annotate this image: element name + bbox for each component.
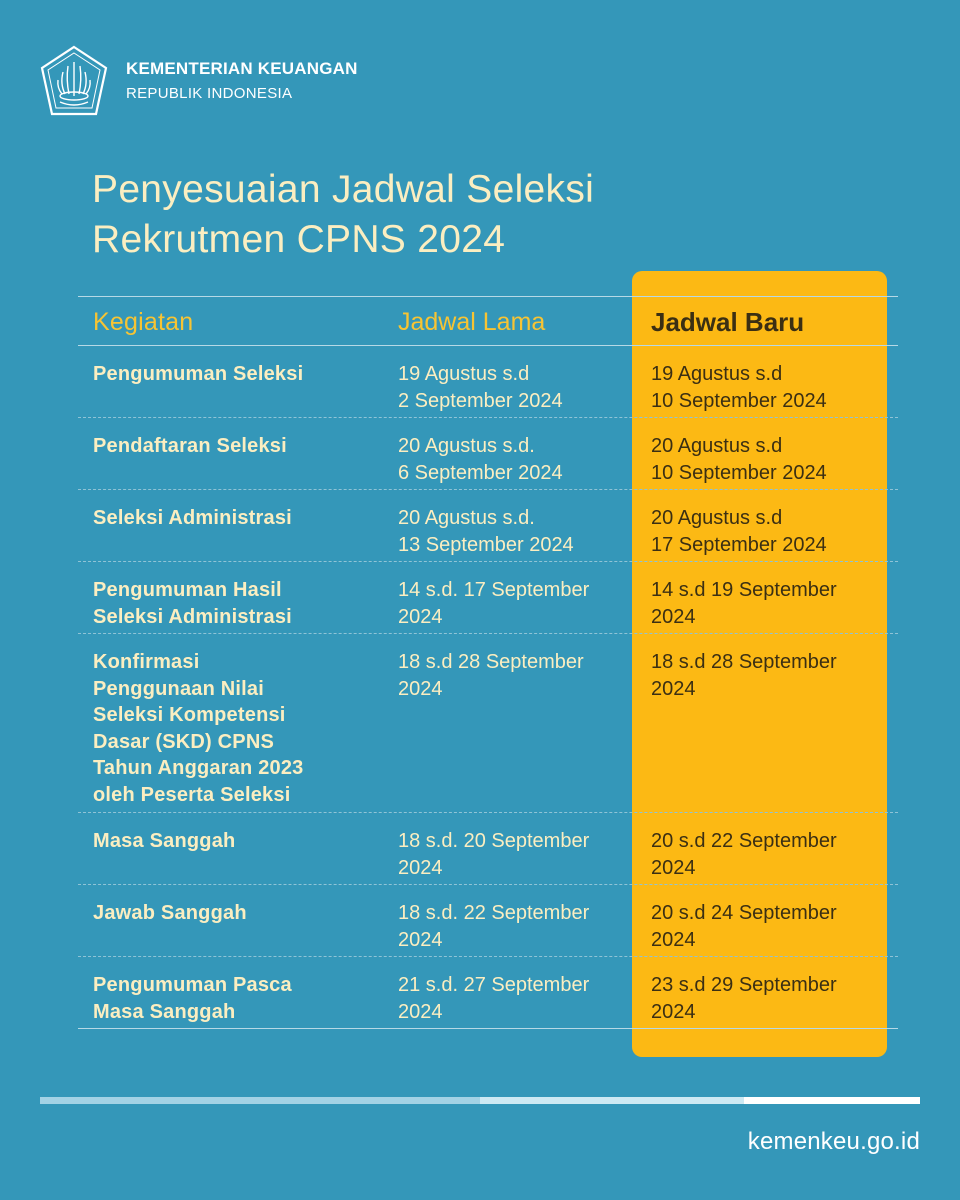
title-line-2: Rekrutmen CPNS 2024 <box>92 218 506 261</box>
activity-cell: Pengumuman Hasil Seleksi Administrasi <box>93 579 292 628</box>
column-header-new-schedule: Jadwal Baru <box>651 307 805 337</box>
footer-bar-segment-1 <box>40 1097 480 1104</box>
new-schedule-cell: 20 Agustus s.d 17 September 2024 <box>651 507 827 556</box>
old-schedule-cell: 14 s.d. 17 September 2024 <box>398 579 590 628</box>
old-schedule-cell: 21 s.d. 27 September 2024 <box>398 974 590 1023</box>
footer-bar-segment-2 <box>480 1097 744 1104</box>
activity-cell: Pengumuman Pasca Masa Sanggah <box>93 974 292 1023</box>
header-logo <box>38 42 358 122</box>
table-row <box>78 885 898 956</box>
org-text <box>126 57 358 107</box>
kemenkeu-emblem-icon <box>38 44 110 120</box>
old-schedule-cell: 20 Agustus s.d. 13 September 2024 <box>398 507 574 556</box>
old-schedule-cell: 19 Agustus s.d 2 September 2024 <box>398 363 563 412</box>
table-header-row <box>78 297 898 345</box>
table-row <box>78 562 898 633</box>
new-schedule-cell: 14 s.d 19 September 2024 <box>651 579 837 628</box>
table-row <box>78 418 898 489</box>
new-schedule-cell: 20 s.d 24 September 2024 <box>651 902 837 951</box>
new-schedule-cell: 18 s.d 28 September 2024 <box>651 651 837 700</box>
activity-cell: Konfirmasi Penggunaan Nilai Seleksi Kompetensi Dasar (SKD) CPNS Tahun Anggaran 2023 oleh Peserta Seleksi <box>93 651 304 806</box>
table-row <box>78 957 898 1028</box>
old-schedule-cell: 18 s.d. 22 September 2024 <box>398 902 590 951</box>
old-schedule-cell: 18 s.d 28 September 2024 <box>398 651 584 700</box>
table-row <box>78 634 898 812</box>
activity-cell: Pengumuman Seleksi <box>93 363 304 385</box>
table-bottom-rule <box>78 1028 898 1029</box>
new-schedule-cell: 19 Agustus s.d 10 September 2024 <box>651 363 827 412</box>
activity-cell: Jawab Sanggah <box>93 902 247 924</box>
table-row <box>78 346 898 417</box>
table-row <box>78 490 898 561</box>
activity-cell: Masa Sanggah <box>93 830 236 852</box>
column-header-old-schedule: Jadwal Lama <box>398 308 546 336</box>
new-schedule-cell: 20 Agustus s.d 10 September 2024 <box>651 435 827 484</box>
activity-cell: Seleksi Administrasi <box>93 507 292 529</box>
old-schedule-cell: 20 Agustus s.d. 6 September 2024 <box>398 435 563 484</box>
new-schedule-cell: 23 s.d 29 September 2024 <box>651 974 837 1023</box>
new-schedule-cell: 20 s.d 22 September 2024 <box>651 830 837 879</box>
page-title <box>92 165 792 265</box>
title-line-1: Penyesuaian Jadwal Seleksi <box>92 168 595 211</box>
org-subtitle: REPUBLIK INDONESIA <box>126 85 293 102</box>
footer-bar-segment-3 <box>744 1097 920 1104</box>
website-link[interactable]: kemenkeu.go.id <box>747 1128 920 1155</box>
org-name: KEMENTERIAN KEUANGAN <box>126 59 358 78</box>
column-header-activity: Kegiatan <box>93 308 194 336</box>
table-row <box>78 813 898 884</box>
activity-cell: Pendaftaran Seleksi <box>93 435 287 457</box>
old-schedule-cell: 18 s.d. 20 September 2024 <box>398 830 590 879</box>
schedule-table <box>78 296 898 1029</box>
